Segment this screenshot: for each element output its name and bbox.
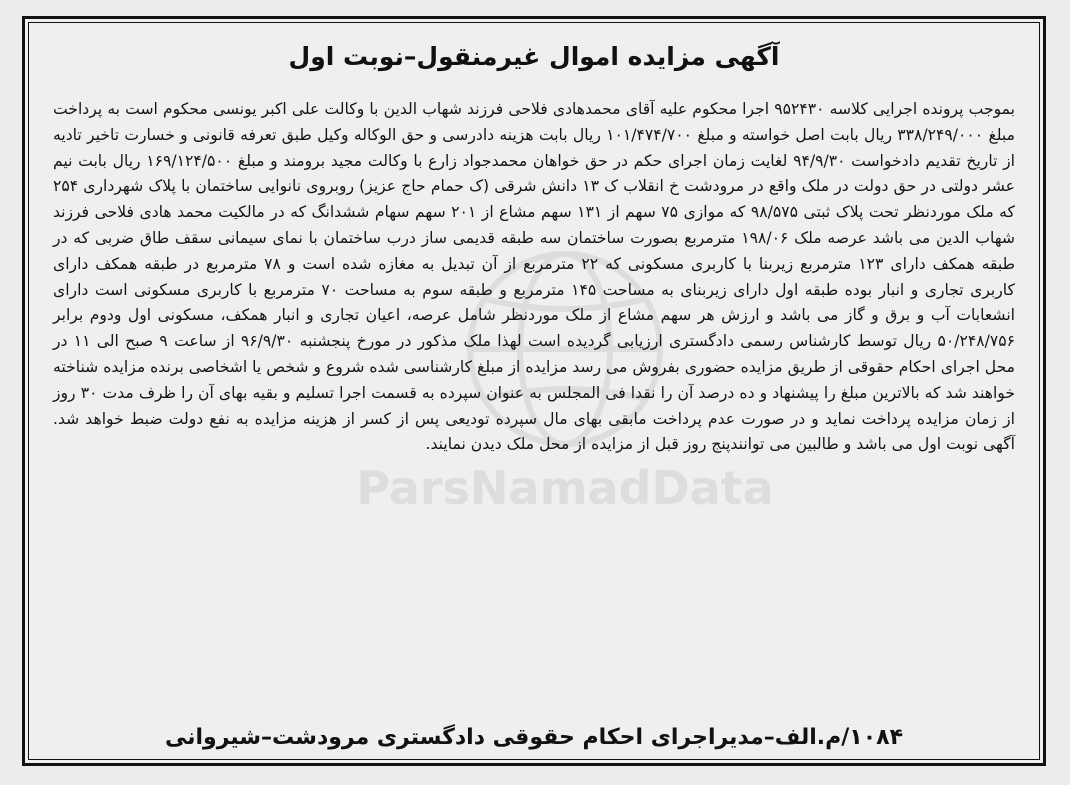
notice-signature: ۱۰۸۴/م.الف–مدیراجرای احکام حقوقی دادگستری مرودشت–شیروانی xyxy=(164,725,904,750)
notice-body: بموجب پرونده اجرایی کلاسه ۹۵۲۴۳۰ اجرا محکوم علیه آقای محمدهادی فلاحی فرزند شهاب الدین با وکالت علی اکبر یونسی محکوم است به پرداخت مبلغ ۳۳۸/۲۴۹/۰۰۰ ریال بابت اصل خواسته و مبلغ ۱۰۱/۴۷۴/۷۰۰ ریال بابت هزینه دادرسی و حق الوکاله وکیل طبق تعرفه قانونی و خسارت تاخیر تادیه از تاریخ تقدیم دادخواست ۹۴/۹/۳۰ لغایت زمان اجرای حکم در حق خواهان محمدجواد زارع با وکالت مجید برومند و مبلغ ۱۶۹/۱۲۴/۵۰۰ ریال بابت نیم عشر دولتی در حق دولت در ملک واقع در مرودشت خ انقلاب ک ۱۳ دانش شرقی (ک حمام حاج عزیز) روبروی نانوایی ساختمان با پلاک شهرداری ۲۵۴ که ملک موردنظر تحت پلاک ثبتی ۹۸/۵۷۵ که موازی ۷۵ سهم از ۱۳۱ سهم مشاع از ۲۰۱ سهم سهام ششدانگ که در مالکیت محمد هادی فلاحی فرزند شهاب الدین می باشد عرصه ملک ۱۹۸/۰۶ مترمربع بصورت ساختمان سه طبقه قدیمی ساز درب ساختمان با نمای سیمانی سقف طاق ضربی که در طبقه همکف دارای ۱۲۳ مترمربع زیربنا با کاربری مسکونی که ۲۲ مترمربع از آن تبدیل به مغازه شده است و ۷۸ مترمربع در طبقه همکف دارای کاربری تجاری و انبار بوده طبقه اول دارای زیربنای به مساحت ۱۴۵ مترمربع و طبقه سوم به مساحت ۷۰ مترمربع با کاربری مسکونی است دارای انشعابات آب و برق و گاز می باشد و ارزش هر سهم مشاع از ملک موردنظر شامل عرصه، اعیان تجاری و انبار همکف، مسکونی اول ودوم برابر ۵۰/۲۴۸/۷۵۶ ریال توسط کارشناس رسمی دادگستری ارزیابی گردیده است لهذا ملک مذکور در مورخ پنجشنبه ۹۶/۹/۳۰ از ساعت ۹ صبح الی ۱۱ در محل اجرای احکام حقوقی از طریق مزایده حضوری بفروش می رسد مزایده از مبلغ کارشناسی شده شروع و شخص یا اشخاصی برنده مزایده شناخته خواهند شد که بالاترین مبلغ را پیشنهاد و ده درصد آن را نقدا فی المجلس به عنوان سپرده به قسمت اجرا تسلیم و بقیه بهای آن را ظرف مدت ۳۰ روز از زمان مزایده پرداخت نماید و در صورت عدم پرداخت مابقی بهای مال سپرده تودیعی پس از کسر از هزینه مزایده به نفع دولت ضبط خواهد شد. آگهی نوبت اول می باشد و طالبین می توانندپنج روز قبل از مزایده از محل ملک دیدن نمایند. xyxy=(53,100,1015,454)
notice-title: آگهی مزایده اموال غیرمنقول–نوبت اول xyxy=(288,42,780,71)
auction-notice-box xyxy=(22,16,1046,766)
watermark-text: ParsNamadData xyxy=(356,461,774,515)
